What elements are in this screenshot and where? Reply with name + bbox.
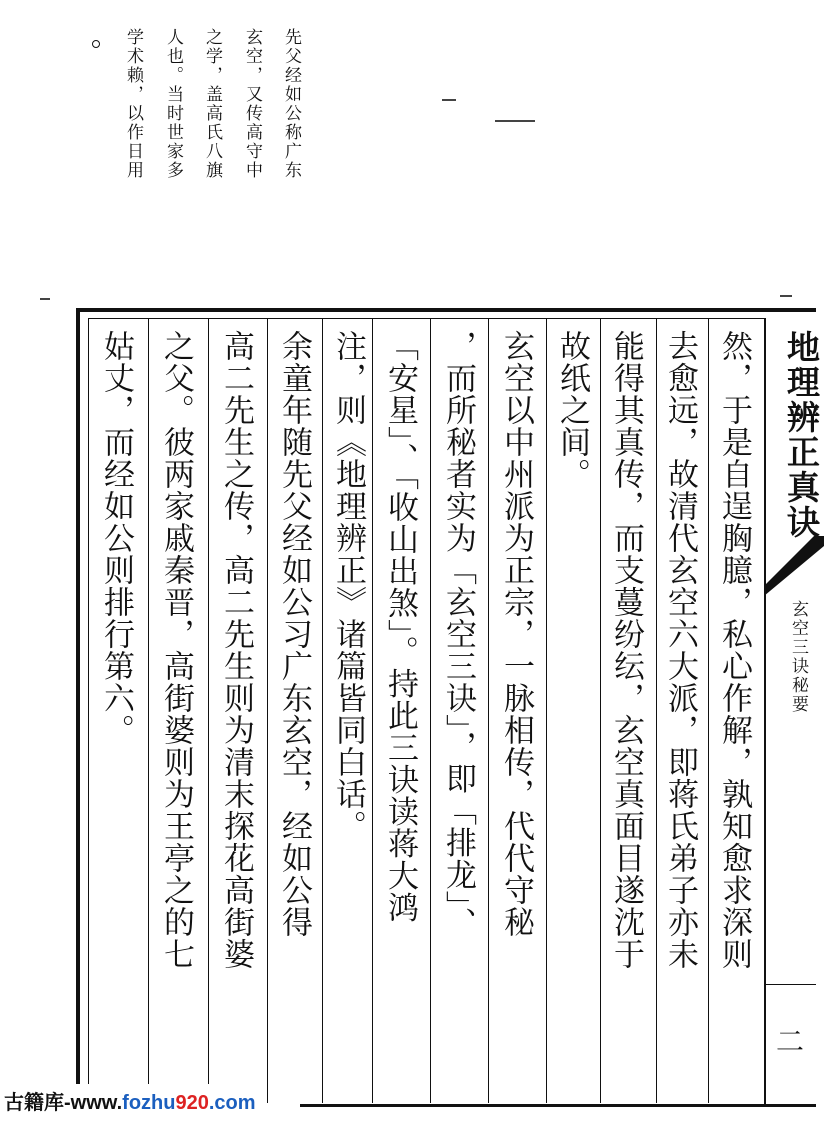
frame-bottom — [300, 1104, 816, 1107]
scan-mark — [442, 99, 456, 101]
frame-left-inner — [88, 318, 89, 1103]
site-watermark — [0, 1084, 262, 1116]
column-rule — [656, 318, 657, 1103]
text-column: 去愈远，故清代玄空六大派，即蒋氏弟子亦未 — [662, 330, 698, 970]
column-rule — [546, 318, 547, 1103]
text-column: 然，于是自逞胸臆，私心作解，孰知愈求深则 — [716, 330, 752, 970]
watermark-prefix: 古籍库-www. — [4, 1092, 123, 1114]
watermark-suffix: .com — [208, 1092, 256, 1114]
margin-note-column: 人也。当时世家多 — [163, 28, 183, 180]
frame-top-outer — [76, 308, 816, 312]
margin-note-dot — [92, 40, 100, 48]
book-title: 地理辨正真诀 — [782, 330, 821, 540]
chapter-subtitle: 玄空三诀秘要 — [788, 600, 808, 714]
column-rule — [372, 318, 373, 1103]
column-rule — [430, 318, 431, 1103]
scan-mark — [780, 295, 792, 297]
margin-note-column: 学术赖，以作日用 — [123, 28, 143, 180]
text-column: ，而所秘者实为「玄空三诀」，即「排龙」、 — [440, 330, 476, 939]
frame-left-outer — [76, 308, 80, 1108]
text-column: 高二先生之传，高二先生则为清末探花高街婆 — [218, 330, 254, 970]
scan-mark — [40, 298, 50, 300]
page-number-rule — [764, 984, 816, 985]
header-divider-icon — [764, 536, 824, 596]
frame-right-border — [764, 318, 766, 1104]
watermark-num: 920 — [175, 1092, 209, 1114]
text-column: 姑丈，而经如公则排行第六。 — [98, 330, 134, 746]
page-number: 二 — [776, 1025, 805, 1058]
column-rule — [322, 318, 323, 1103]
margin-note-column: 玄空，又传高守中 — [242, 28, 262, 180]
text-column: 「安星」、「收山出煞」。持此三诀读蒋大鸿 — [382, 330, 418, 924]
text-column: 注，则《地理辨正》诸篇皆同白话。 — [330, 330, 366, 842]
text-column: 玄空以中州派为正宗，一脉相传，代代守秘 — [498, 330, 534, 938]
watermark-mid: fozhu — [122, 1092, 176, 1114]
margin-note-column: 先父经如公称广东 — [281, 28, 301, 180]
scan-mark — [495, 120, 535, 122]
margin-note-column: 之学，盖高氏八旗 — [202, 28, 222, 180]
text-column: 能得其真传，而支蔓纷纭，玄空真面目遂沈于 — [608, 330, 644, 970]
column-rule — [208, 318, 209, 1103]
column-rule — [708, 318, 709, 1103]
text-column: 故纸之间。 — [554, 330, 590, 490]
text-column: 之父。彼两家戚秦晋，高街婆则为王亭之的七 — [158, 330, 194, 970]
column-rule — [600, 318, 601, 1103]
column-rule — [148, 318, 149, 1103]
text-column: 余童年随先父经如公习广东玄空，经如公得 — [276, 330, 312, 938]
column-rule — [267, 318, 268, 1103]
column-rule — [488, 318, 489, 1103]
frame-top-inner — [88, 318, 764, 319]
